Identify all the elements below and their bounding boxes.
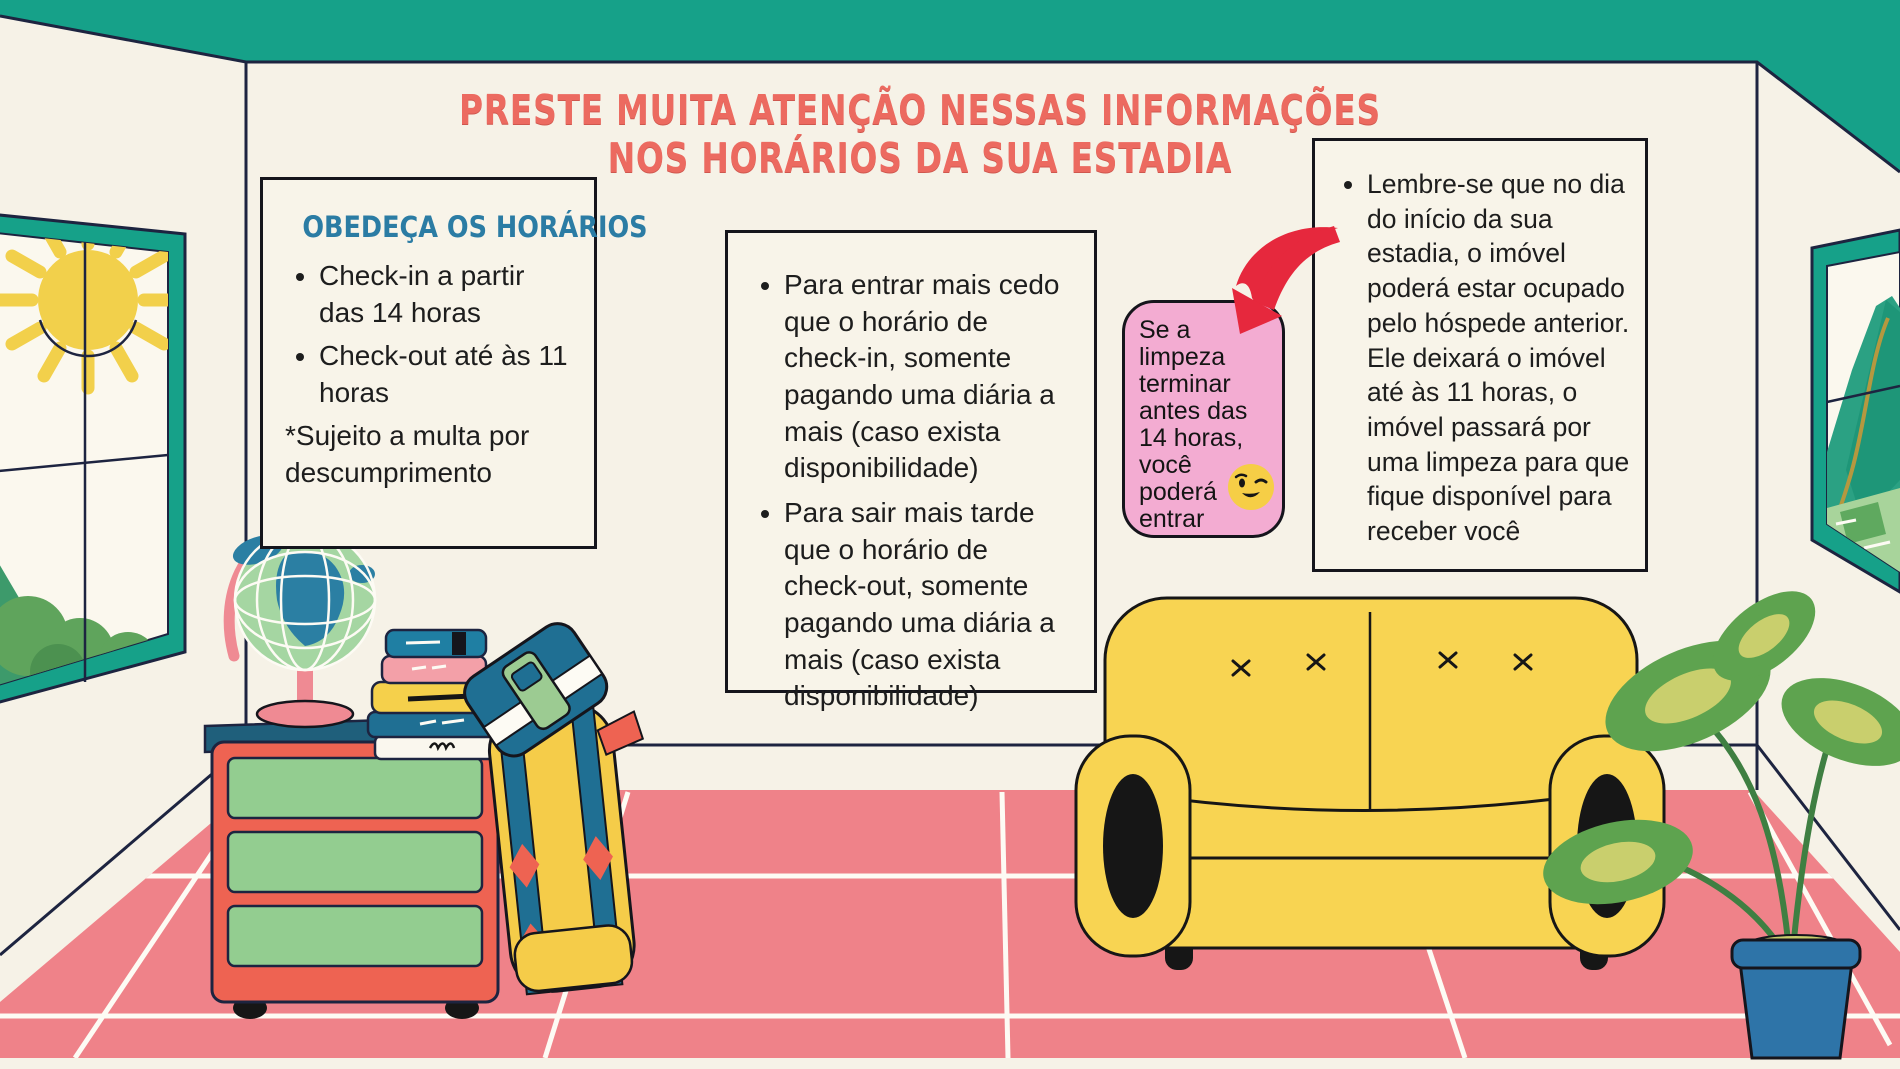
title-line-2: NOS HORÁRIOS DA SUA ESTADIA	[607, 134, 1233, 183]
cleaning-note-bubble	[1122, 300, 1285, 538]
winking-face-emoji	[1227, 463, 1275, 511]
schedule-list	[285, 258, 574, 412]
cleaning-note-text: Se a limpeza terminar antes das 14 horas, você poderá entrar	[1139, 316, 1248, 533]
dresser	[205, 716, 505, 1019]
early-late-fees-box	[725, 230, 1097, 712]
schedule-box	[260, 177, 648, 549]
right-window	[1812, 230, 1900, 592]
fees-list	[750, 267, 1078, 715]
penalty-note: *Sujeito a multa por descumprimento	[285, 419, 530, 488]
left-window	[0, 212, 185, 710]
reminder-box	[1312, 138, 1648, 572]
sofa	[1076, 598, 1664, 970]
list-item: • Check-out até às 11 horas	[319, 338, 574, 412]
schedule-heading: OBEDEÇA OS HORÁRIOS	[302, 210, 648, 244]
title-line-1: PRESTE MUITA ATENÇÃO NESSAS INFORMAÇÕES	[459, 86, 1381, 134]
list-item: • Para entrar mais cedo que o horário de check-in, somente pagando uma diária a mais (caso exista disponibilidade)	[784, 267, 1078, 487]
list-item: • Lembre-se que no dia do início da sua estadia, o imóvel poderá estar ocupado pelo hóspede anterior. Ele deixará o imóvel até às 11 horas, o imóvel passará por uma limpeza para que fique disponível para receber você	[1367, 167, 1631, 549]
list-item: • Check-in a partir das 14 horas	[319, 258, 574, 332]
list-item: • Para sair mais tarde que o horário de check-out, somente pagando uma diária a mais (caso exista disponibilidade)	[784, 495, 1078, 715]
reminder-list	[1333, 167, 1631, 549]
